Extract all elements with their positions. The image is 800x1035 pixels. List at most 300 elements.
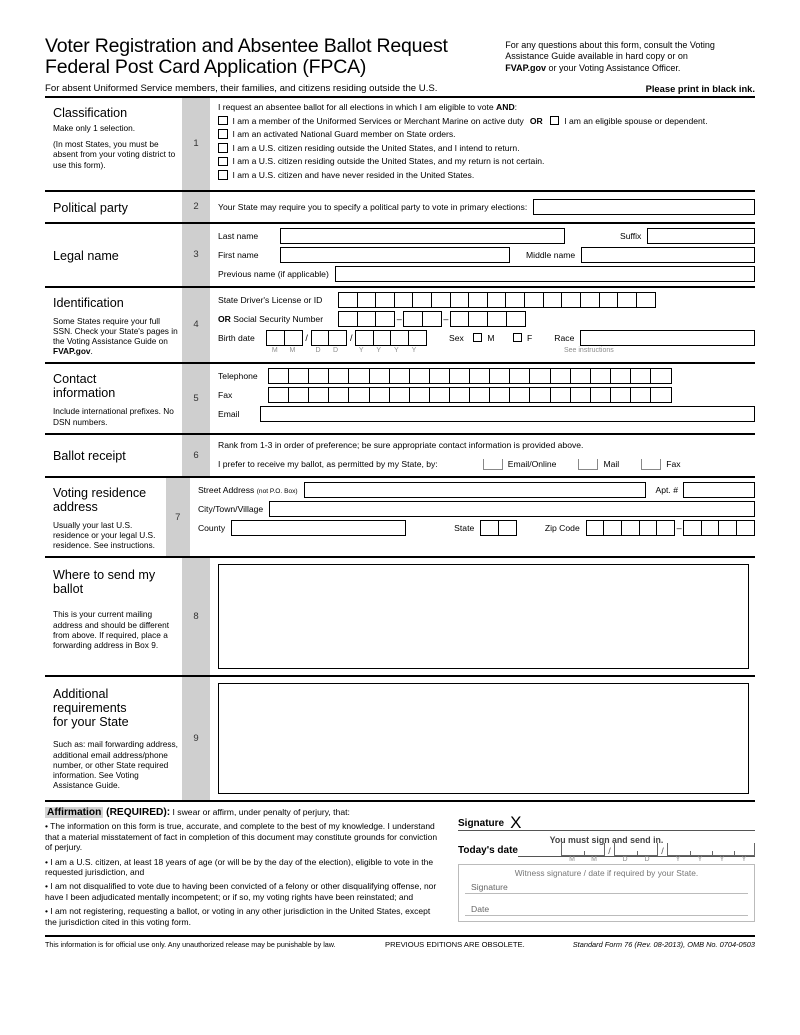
classification-option-1-label: I am a member of the Uniformed Services or Merchant Marine on active duty <box>232 115 524 126</box>
comb-cell[interactable] <box>498 520 517 536</box>
email-input[interactable] <box>260 406 755 422</box>
classification-option-2-label: I am an activated National Guard member on State orders. <box>232 129 456 140</box>
birth-date-comb-input[interactable] <box>266 330 427 346</box>
first-name-input[interactable] <box>280 247 510 263</box>
section-political-party <box>45 192 755 224</box>
tick-label: D <box>644 856 650 864</box>
must-sign-note: You must sign and send in. <box>549 835 664 846</box>
fvap-link-text: FVAP.gov <box>505 62 546 73</box>
comb-cell[interactable] <box>429 387 451 403</box>
sex-female-label: F <box>527 332 533 343</box>
witness-title: Witness signature / date if required by your State. <box>514 868 699 879</box>
affirmation-bullet-4: • I am not registering, requesting a ballot, or voting in any other jurisdiction in the United States, except the jurisdiction cited in this voting form. <box>45 906 431 927</box>
checkbox-sex-male[interactable] <box>473 333 483 343</box>
classification-title: Classification <box>53 106 128 120</box>
tick-label: Y <box>358 346 364 354</box>
tick-label: Y <box>376 346 382 354</box>
tick-group <box>309 347 344 354</box>
comb-cell[interactable] <box>489 368 511 384</box>
tick-label: D <box>333 346 339 354</box>
ssn-or: OR <box>218 313 231 324</box>
comb-cell[interactable] <box>403 311 423 327</box>
tick-label: Y <box>411 346 417 354</box>
send-ballot-desc: This is your current mailing address and should be different from above. If required, place a forwarding address in Box 9. <box>53 609 170 650</box>
identification-desc-text: Some States require your full SSN. Check your State's pages in the Voting Assistance Guide on <box>53 315 178 346</box>
voting-residence-desc: Usually your last U.S. residence or your legal U.S. residence. See instructions. <box>53 519 156 551</box>
rank-box-email-online[interactable] <box>483 459 503 470</box>
comb-cell[interactable] <box>412 292 432 308</box>
comb-cell[interactable] <box>701 520 720 536</box>
previous-name-row <box>218 266 755 282</box>
affirmation-section <box>45 802 755 937</box>
signature-x-icon: X <box>510 813 522 833</box>
comb-cell[interactable] <box>736 520 755 536</box>
comb-cell[interactable] <box>394 292 414 308</box>
legal-name-label-cell <box>45 224 182 286</box>
contact-title-line1: Contact <box>53 372 97 387</box>
zip-code-label: Zip Code <box>544 522 580 533</box>
print-in-black-ink-note: Please print in black ink. <box>645 83 755 94</box>
rank-box-fax[interactable] <box>641 459 661 470</box>
comb-cell[interactable] <box>284 330 303 346</box>
classification-option-2-row[interactable] <box>218 129 755 139</box>
tick-group <box>352 347 422 354</box>
classification-desc2: (In most States, you must be absent from your voting district to use this form). <box>53 139 176 170</box>
ballot-receipt-title: Ballot receipt <box>53 449 126 464</box>
section-ballot-receipt <box>45 435 755 478</box>
comb-cell[interactable] <box>369 387 391 403</box>
comb-cell[interactable] <box>375 311 395 327</box>
zip-separator: – <box>676 522 682 533</box>
comb-cell[interactable] <box>561 292 581 308</box>
section-number-8: 8 <box>182 558 210 675</box>
comb-cell[interactable] <box>505 292 525 308</box>
comb-cell[interactable] <box>610 368 632 384</box>
identification-desc <box>53 316 178 357</box>
comb-group <box>403 311 442 327</box>
tick-label: M <box>271 346 278 354</box>
ballot-option-email-online: Email/Online <box>507 459 557 470</box>
date-tick <box>690 851 691 855</box>
city-input[interactable] <box>269 501 755 517</box>
section-where-to-send-ballot <box>45 558 755 677</box>
classification-intro <box>218 102 755 112</box>
tick-label: Y <box>719 856 725 864</box>
last-name-label: Last name <box>218 230 259 241</box>
previous-name-input[interactable] <box>335 266 755 282</box>
comb-cell[interactable] <box>450 292 470 308</box>
section-identification <box>45 288 755 365</box>
affirmation-heading <box>45 807 444 818</box>
ballot-option-mail: Mail <box>603 459 620 470</box>
political-party-input[interactable] <box>533 199 755 215</box>
section-number-5: 5 <box>182 364 210 432</box>
classification-label-cell <box>45 98 182 190</box>
state-comb-input[interactable] <box>480 520 517 536</box>
comb-cell[interactable] <box>550 368 572 384</box>
comb-cell[interactable] <box>268 387 290 403</box>
race-input[interactable] <box>580 330 755 346</box>
zip5-group <box>586 520 675 536</box>
affirmation-bullet-1: • The information on this form is true, accurate, and complete to the best of my knowledge. I understand that a material misstatement of fact in completion of this document may constitute grounds for conviction of perjury. <box>45 821 438 853</box>
comb-cell[interactable] <box>524 292 544 308</box>
ballot-rank-note: Rank from 1-3 in order of preference; be sure appropriate contact information is provided above. <box>218 439 584 450</box>
identification-desc-end: . <box>90 346 93 357</box>
tick-label: M <box>569 856 575 864</box>
street-address-label <box>198 485 298 495</box>
comb-cell[interactable] <box>650 368 672 384</box>
comb-cell[interactable] <box>610 387 632 403</box>
ballot-prefer-text: I prefer to receive my ballot, as permitted by my State, by: <box>218 459 438 470</box>
comb-cell[interactable] <box>390 330 409 346</box>
comb-cell[interactable] <box>338 311 358 327</box>
telephone-comb-input[interactable] <box>268 368 672 384</box>
comb-cell[interactable] <box>570 368 592 384</box>
voting-residence-body <box>190 478 755 557</box>
county-state-zip-row <box>198 520 755 536</box>
form-subtitle-bar <box>45 83 755 98</box>
comb-cell[interactable] <box>489 387 511 403</box>
affirmation-bullet-3: • I am not disqualified to vote due to having been convicted of a felony or other disqualifying offense, nor have I been adjudicated mentally incompetent; or if so, my voting rights have been reinstated; and <box>45 881 437 902</box>
comb-cell[interactable] <box>328 330 347 346</box>
date-field-group[interactable] <box>561 843 605 856</box>
comb-cell[interactable] <box>348 368 370 384</box>
comb-cell[interactable] <box>586 520 605 536</box>
checkbox-national-guard[interactable] <box>218 129 228 139</box>
political-party-label-cell <box>45 192 182 222</box>
additional-textarea[interactable] <box>218 683 749 794</box>
tick-group <box>614 856 658 863</box>
comb-cell[interactable] <box>429 368 451 384</box>
contact-label-cell <box>45 364 182 432</box>
todays-date-label: Today's date <box>458 845 518 857</box>
comb-cell[interactable] <box>630 387 652 403</box>
todays-date-tick-labels <box>458 856 755 863</box>
birth-date-label: Birth date <box>218 332 255 343</box>
section-additional-requirements <box>45 677 755 802</box>
last-name-input[interactable] <box>280 228 565 244</box>
comb-cell[interactable] <box>469 368 491 384</box>
comb-cell[interactable] <box>468 292 488 308</box>
comb-cell[interactable] <box>509 387 531 403</box>
city-label: City/Town/Village <box>197 503 264 514</box>
comb-cell[interactable] <box>369 368 391 384</box>
form-title-line2: Federal Post Card Application (FPCA) <box>45 56 367 78</box>
checkbox-eligible-spouse[interactable] <box>550 116 560 126</box>
comb-cell[interactable] <box>288 368 310 384</box>
form-title-line1: Voter Registration and Absentee Ballot Request <box>45 35 448 57</box>
classification-intro-pre: I request an absentee ballot for all elections in which I am eligible to vote <box>218 102 497 112</box>
comb-cell[interactable] <box>449 387 471 403</box>
comb-cell[interactable] <box>617 292 637 308</box>
comb-cell[interactable] <box>409 368 431 384</box>
date-field-group[interactable] <box>667 843 755 856</box>
comb-cell[interactable] <box>506 311 526 327</box>
comb-cell[interactable] <box>590 387 612 403</box>
comb-cell[interactable] <box>509 368 531 384</box>
comb-cell[interactable] <box>431 292 451 308</box>
comb-cell[interactable] <box>529 387 551 403</box>
affirmation-heading-rest: I swear or affirm, under penalty of perjury, that: <box>170 807 350 818</box>
help-line-2: Assistance Guide available in hard copy or on <box>505 51 688 62</box>
date-separator: / <box>305 332 308 343</box>
checkbox-never-resided[interactable] <box>218 170 228 180</box>
political-party-title: Political party <box>53 200 128 215</box>
classification-option-4-row[interactable] <box>218 156 755 166</box>
state-label: State <box>454 522 475 533</box>
first-name-label: First name <box>218 249 259 260</box>
classification-option-3-row[interactable] <box>218 143 755 153</box>
comb-cell[interactable] <box>389 368 411 384</box>
comb-cell[interactable] <box>469 387 491 403</box>
voting-residence-title-line1: Voting residence <box>53 485 147 500</box>
section-number-9: 9 <box>182 677 210 800</box>
previous-name-label: Previous name (if applicable) <box>218 268 329 279</box>
zip-code-comb-input[interactable] <box>586 520 755 536</box>
date-separator: / <box>349 332 353 343</box>
comb-cell[interactable] <box>639 520 658 536</box>
ballot-option-fax: Fax <box>666 459 681 470</box>
comb-cell[interactable] <box>450 311 470 327</box>
classification-body <box>210 98 755 190</box>
additional-label-cell <box>45 677 182 800</box>
witness-signature-field[interactable]: Signature <box>465 880 748 894</box>
street-address-input[interactable] <box>304 482 646 498</box>
voting-residence-label-cell <box>45 478 166 557</box>
additional-body <box>210 677 755 800</box>
send-ballot-label-cell <box>45 558 182 675</box>
signature-label: Signature <box>458 818 505 830</box>
affirmation-text-block <box>45 807 450 931</box>
comb-cell[interactable] <box>408 330 427 346</box>
date-tick <box>584 851 585 855</box>
comb-separator: – <box>443 313 449 324</box>
tick-group <box>561 856 605 863</box>
date-tick <box>712 851 713 855</box>
section-number-1: 1 <box>182 98 210 190</box>
checkbox-uniformed-services[interactable] <box>218 116 228 126</box>
comb-cell[interactable] <box>487 311 507 327</box>
contact-body <box>210 364 755 432</box>
comb-cell[interactable] <box>580 292 600 308</box>
comb-cell[interactable] <box>268 368 290 384</box>
send-ballot-title-line2: ballot <box>53 582 84 597</box>
date-field-group[interactable] <box>614 843 658 856</box>
footer-official-use: This information is for official use only. Any unauthorized release may be punishable by law. <box>45 940 336 950</box>
rank-box-mail[interactable] <box>578 459 598 470</box>
race-see-instructions: See instructions <box>563 346 614 354</box>
footer-form-info: Standard Form 76 (Rev. 08-2013), OMB No. 0704-0503 <box>572 940 755 950</box>
fax-label: Fax <box>218 390 233 401</box>
comb-cell[interactable] <box>355 330 374 346</box>
political-party-body <box>210 192 755 222</box>
tick-label: Y <box>394 346 399 354</box>
title-block <box>45 36 505 78</box>
ssn-row <box>218 311 755 327</box>
comb-cell[interactable] <box>308 387 330 403</box>
zip4-group <box>683 520 755 536</box>
classification-option-1-row[interactable] <box>218 116 755 126</box>
affirmation-heading-highlight: Affirmation <box>47 807 102 819</box>
signature-line[interactable] <box>458 807 755 831</box>
comb-cell[interactable] <box>683 520 702 536</box>
classification-option-1b-label: I am an eligible spouse or dependent. <box>564 115 708 126</box>
comb-group <box>311 330 348 346</box>
affirmation-bullet-2: • I am a U.S. citizen, at least 18 years of age (or will be by the day of the election), eligible to vote in the requested jurisdiction, and <box>45 856 434 878</box>
comb-cell[interactable] <box>348 387 370 403</box>
tick-label: D <box>315 346 321 354</box>
identification-fvap: FVAP.gov <box>53 346 91 357</box>
section-number-4: 4 <box>182 288 210 363</box>
comb-cell[interactable] <box>570 387 592 403</box>
fax-comb-input[interactable] <box>268 387 672 403</box>
additional-desc: Such as: mail forwarding address, additional email address/phone number, or other State required information. See Voting Assistance Guide. <box>53 739 178 791</box>
suffix-input[interactable] <box>647 228 755 244</box>
classification-option-1-or: OR <box>529 115 543 126</box>
birthdate-row <box>218 330 755 346</box>
tick-group <box>266 347 301 354</box>
ballot-preference-row <box>218 459 755 470</box>
comb-cell[interactable] <box>373 330 392 346</box>
comb-cell[interactable] <box>409 387 431 403</box>
classification-option-5-label: I am a U.S. citizen and have never resided in the United States. <box>232 169 475 180</box>
signature-block <box>450 807 755 931</box>
middle-name-input[interactable] <box>581 247 755 263</box>
date-tick <box>734 851 735 855</box>
county-label: County <box>197 522 226 533</box>
street-address-note: (not P.O. Box) <box>256 487 298 495</box>
comb-cell[interactable] <box>630 368 652 384</box>
comb-cell[interactable] <box>357 311 377 327</box>
comb-cell[interactable] <box>529 368 551 384</box>
race-label: Race <box>554 332 575 343</box>
telephone-row <box>218 368 755 384</box>
section-number-3: 3 <box>182 224 210 286</box>
comb-cell[interactable] <box>603 520 622 536</box>
comb-cell[interactable] <box>656 520 675 536</box>
send-ballot-body <box>210 558 755 675</box>
street-address-label-text: Street Address <box>197 484 255 495</box>
comb-cell[interactable] <box>288 387 310 403</box>
telephone-label: Telephone <box>218 371 258 382</box>
comb-cell[interactable] <box>375 292 395 308</box>
additional-title-line1: Additional <box>53 687 109 702</box>
middle-name-label: Middle name <box>526 249 576 260</box>
checkbox-citizen-intend-return[interactable] <box>218 143 228 153</box>
ssn-comb-input[interactable] <box>338 311 526 327</box>
comb-cell[interactable] <box>328 368 350 384</box>
tick-group <box>667 856 755 863</box>
license-row <box>218 292 755 308</box>
comb-cell[interactable] <box>328 387 350 403</box>
comb-cell[interactable] <box>487 292 507 308</box>
section-voting-residence <box>45 478 755 559</box>
section-contact-information <box>45 364 755 434</box>
last-name-row <box>218 228 755 244</box>
sex-label: Sex <box>449 332 464 343</box>
legal-name-title: Legal name <box>53 248 119 263</box>
comb-cell[interactable] <box>338 292 358 308</box>
comb-cell[interactable] <box>590 368 612 384</box>
checkbox-citizen-return-uncertain[interactable] <box>218 157 228 167</box>
form-header <box>45 0 755 78</box>
comb-cell[interactable] <box>266 330 285 346</box>
classification-option-3-label: I am a U.S. citizen residing outside the United States, and I intend to return. <box>232 142 520 153</box>
comb-cell[interactable] <box>449 368 471 384</box>
tick-label: D <box>622 856 628 864</box>
tick-label: M <box>289 346 296 354</box>
send-ballot-title-line1: Where to send my <box>53 568 156 583</box>
comb-cell[interactable] <box>543 292 563 308</box>
section-number-6: 6 <box>182 435 210 476</box>
classification-intro-post: : <box>514 102 518 112</box>
county-input[interactable] <box>231 520 406 536</box>
comb-cell[interactable] <box>550 387 572 403</box>
license-comb-input[interactable] <box>338 292 656 308</box>
form-footer <box>45 937 755 949</box>
comb-cell[interactable] <box>311 330 330 346</box>
email-row <box>218 406 755 422</box>
additional-title-line3: for your State <box>53 715 129 730</box>
apartment-label: Apt. # <box>655 484 678 495</box>
email-label: Email <box>218 409 240 420</box>
help-line-1: For any questions about this form, consult the Voting <box>505 40 715 50</box>
tick-label: M <box>591 856 597 864</box>
witness-block <box>458 864 755 922</box>
birthdate-ticks-row <box>218 346 755 355</box>
legal-name-body <box>210 224 755 286</box>
comb-cell[interactable] <box>636 292 656 308</box>
section-number-2: 2 <box>182 192 210 222</box>
comb-cell[interactable] <box>599 292 619 308</box>
tick-label: Y <box>741 856 747 864</box>
birth-date-tick-labels <box>266 347 423 354</box>
section-number-7: 7 <box>166 478 190 557</box>
comb-cell[interactable] <box>357 292 377 308</box>
street-address-row <box>198 482 755 498</box>
comb-cell[interactable] <box>468 311 488 327</box>
first-name-row <box>218 247 755 263</box>
contact-title-line2: information <box>53 386 116 401</box>
additional-title-line2: requirements <box>53 701 127 716</box>
comb-cell[interactable] <box>718 520 737 536</box>
witness-date-field[interactable]: Date <box>465 902 748 916</box>
comb-group <box>266 330 303 346</box>
classification-option-4-label: I am a U.S. citizen residing outside the United States, and my return is not certain. <box>232 156 545 167</box>
suffix-label: Suffix <box>620 230 642 241</box>
city-row <box>198 501 755 517</box>
comb-cell[interactable] <box>621 520 640 536</box>
identification-label-cell <box>45 288 182 363</box>
ssn-label <box>218 314 338 324</box>
date-separator: / <box>608 846 611 857</box>
tick-label: Y <box>697 856 703 864</box>
voting-residence-title-line2: address <box>53 499 98 514</box>
contact-desc: Include international prefixes. No DSN numbers. <box>53 406 174 427</box>
send-ballot-textarea[interactable] <box>218 564 749 669</box>
classification-option-5-row[interactable] <box>218 170 755 180</box>
apartment-input[interactable] <box>683 482 755 498</box>
comb-cell[interactable] <box>308 368 330 384</box>
comb-cell[interactable] <box>422 311 442 327</box>
form-subtitle: For absent Uniformed Service members, their families, and citizens residing outside the U.S. <box>45 83 438 94</box>
comb-cell[interactable] <box>389 387 411 403</box>
comb-cell[interactable] <box>650 387 672 403</box>
date-separator: / <box>661 846 664 857</box>
comb-cell[interactable] <box>480 520 499 536</box>
checkbox-sex-female[interactable] <box>513 333 523 343</box>
license-label: State Driver's License or ID <box>218 294 323 305</box>
